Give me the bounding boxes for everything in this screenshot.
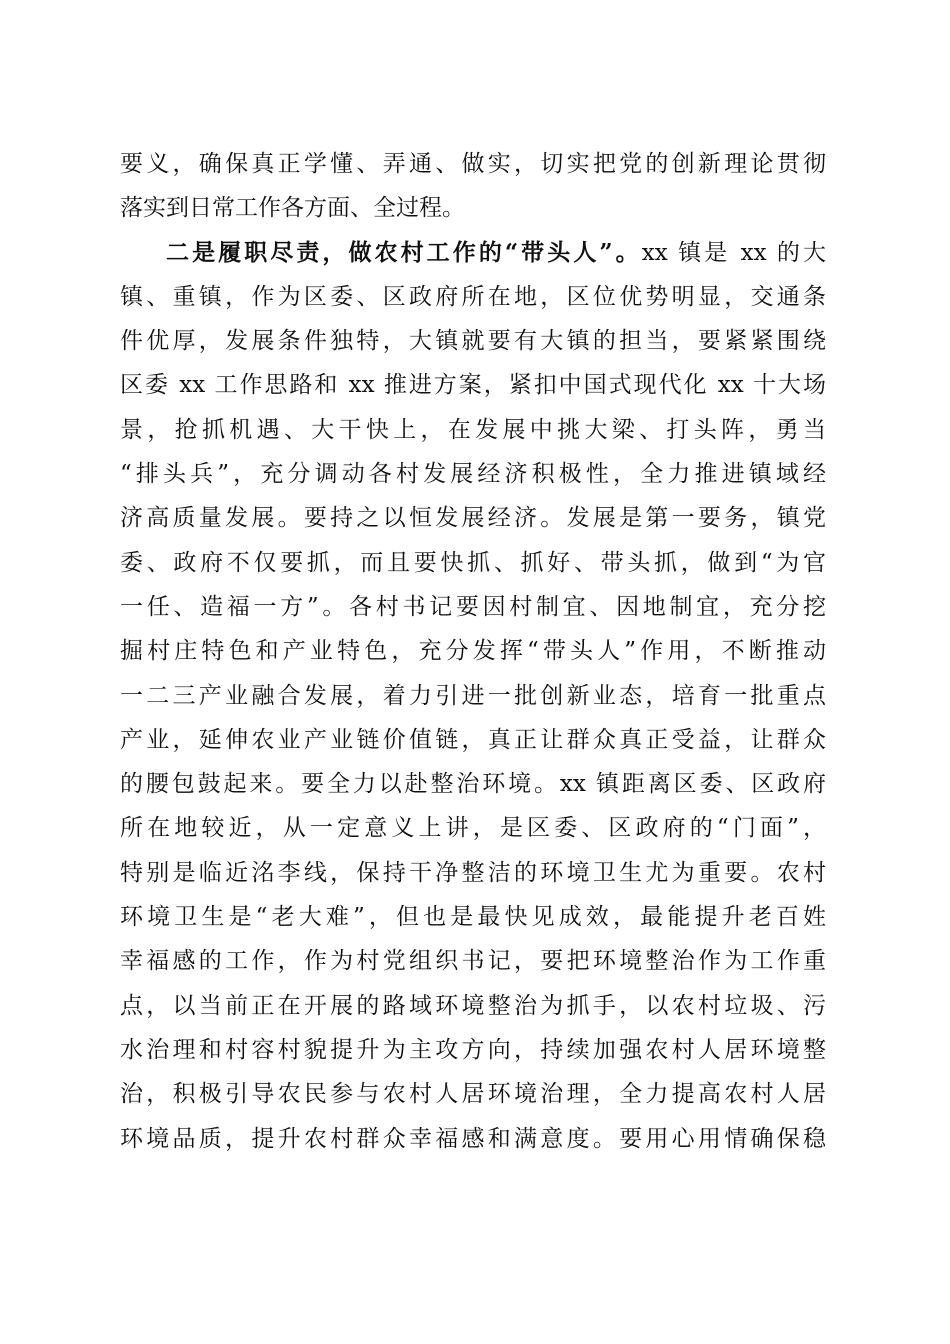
paragraph2-line-1 — [120, 231, 826, 275]
paragraph2-heading: 二是履职尽责，做农村工作的“带头人”。 — [166, 238, 642, 266]
paragraph2-line: 景，抢抓机遇、大干快上，在发展中挑大梁、打头阵，勇当 — [120, 416, 826, 443]
paragraph2-line: 产业，延伸农业产业链价值链，真正让群众真正受益，让群众 — [120, 726, 826, 753]
paragraph2-line: 件优厚，发展条件独特，大镇就要有大镇的担当，要紧紧围绕 — [120, 328, 826, 355]
paragraph1-line-1: 要义，确保真正学懂、弄通、做实，切实把党的创新理论贯彻 — [120, 151, 826, 177]
paragraph2-line: 一二三产业融合发展，着力引进一批创新业态，培育一批重点 — [120, 682, 826, 709]
paragraph2-line: 特别是临近洺李线，保持干净整洁的环境卫生尤为重要。农村 — [120, 859, 826, 886]
paragraph2-line: 掘村庄特色和产业特色，充分发挥“带头人”作用，不断推动 — [120, 638, 826, 665]
paragraph1-line-2: 落实到日常工作各方面、全过程。 — [120, 195, 465, 222]
paragraph2-line: 治，积极引导农民参与农村人居环境治理，全力提高农村人居 — [120, 1081, 826, 1108]
paragraph2-line: 水治理和村容村貌提升为主攻方向，持续加强农村人居环境整 — [120, 1036, 826, 1063]
paragraph2-line: 济高质量发展。要持之以恒发展经济。发展是第一要务，镇党 — [120, 505, 826, 532]
paragraph2-line: 镇、重镇，作为区委、区政府所在地，区位优势明显，交通条 — [120, 283, 826, 310]
paragraph2-first-line-rest: xx 镇是 xx 的大 — [641, 239, 826, 266]
paragraph2-line: 一任、造福一方”。各村书记要因村制宜、因地制宜，充分挖 — [120, 593, 826, 620]
paragraph2-line: 区委 xx 工作思路和 xx 推进方案，紧扣中国式现代化 xx 十大场 — [120, 372, 826, 399]
paragraph2-line: 幸福感的工作，作为村党组织书记，要把环境整治作为工作重 — [120, 948, 826, 975]
paragraph2-line: 的腰包鼓起来。要全力以赴整治环境。xx 镇距离区委、区政府 — [120, 771, 826, 798]
paragraph2-line: 点，以当前正在开展的路域环境整治为抓手，以农村垃圾、污 — [120, 992, 826, 1019]
paragraph2-line: 环境品质，提升农村群众幸福感和满意度。要用心用情确保稳 — [120, 1125, 826, 1152]
paragraph2-line: “排头兵”，充分调动各村发展经济积极性，全力推进镇域经 — [120, 461, 826, 488]
body-text — [120, 142, 826, 1161]
paragraph2-line: 所在地较近，从一定意义上讲，是区委、区政府的“门面”， — [120, 815, 826, 842]
paragraph2-line: 环境卫生是“老大难”，但也是最快见成效，最能提升老百姓 — [120, 904, 826, 931]
paragraph2-line: 委、政府不仅要抓，而且要快抓、抓好、带头抓，做到“为官 — [120, 549, 826, 576]
